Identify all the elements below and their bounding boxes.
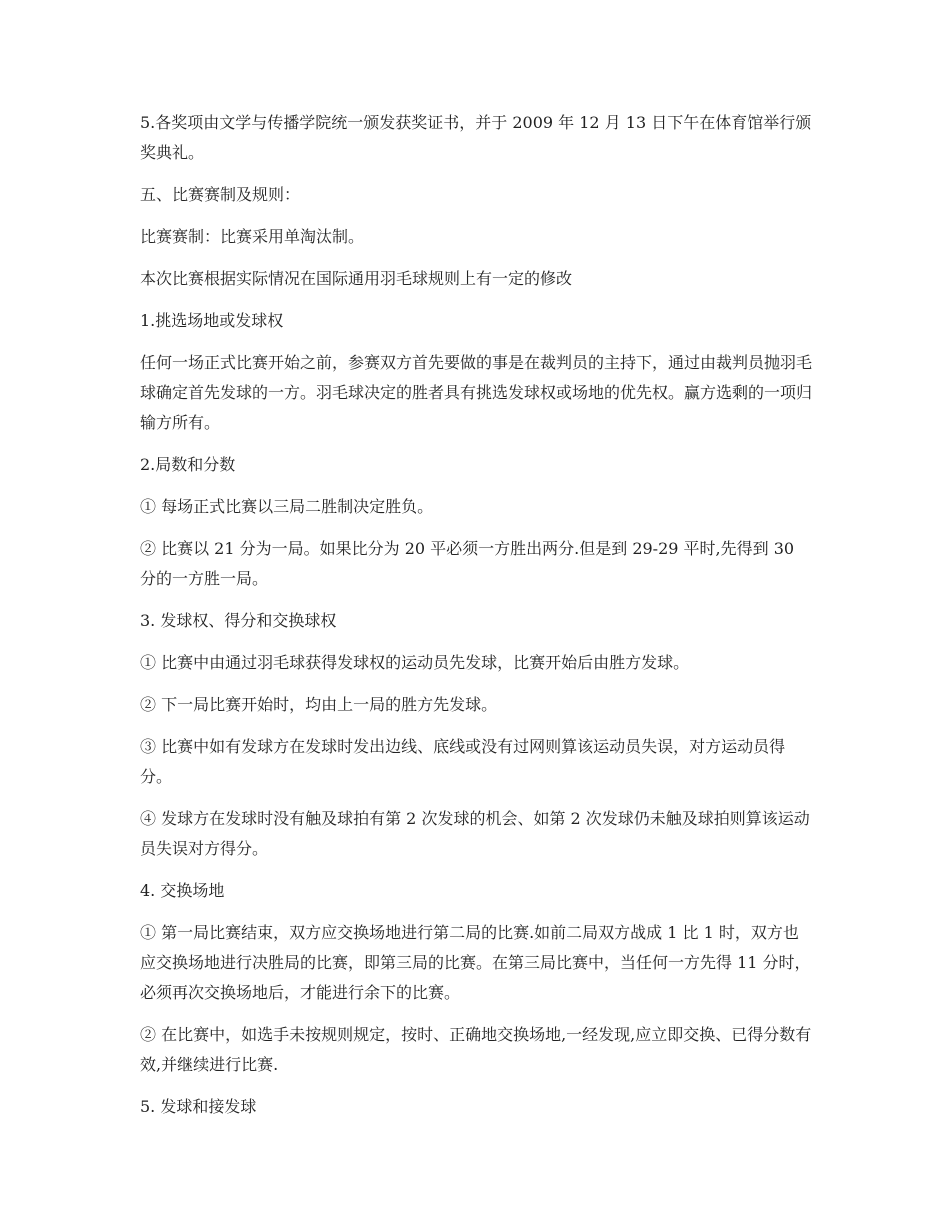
subheading-games-scoring: 2.局数和分数: [140, 455, 236, 474]
document-body: [140, 108, 812, 1134]
section-heading-rules: 五、比赛赛制及规则：: [140, 185, 301, 204]
paragraph-rule-modification: 本次比赛根据实际情况在国际通用羽毛球规则上有一定的修改: [140, 269, 573, 288]
list-item-first-serve: ① 比赛中由通过羽毛球获得发球权的运动员先发球，比赛开始后由胜方发球。: [140, 653, 690, 672]
list-item-next-game-serve: ② 下一局比赛开始时，均由上一局的胜方先发球。: [140, 695, 498, 714]
subheading-court-serve-choice: 1.挑选场地或发球权: [140, 311, 284, 330]
subheading-change-ends: 4. 交换场地: [140, 881, 225, 900]
subheading-serve-receive: 5. 发球和接发球: [140, 1097, 257, 1116]
paragraph-coin-toss: 任何一场正式比赛开始之前，参赛双方首先要做的事是在裁判员的主持下，通过由裁判员抛羽毛球确定首先发球的一方。羽毛球决定的胜者具有挑选发球权或场地的优先权。赢方选剩的一项归输方所有。: [140, 353, 813, 432]
subheading-serve-rights: 3. 发球权、得分和交换球权: [140, 611, 337, 630]
list-item-second-serve: ④ 发球方在发球时没有触及球拍有第 2 次发球的机会、如第 2 次发球仍未触及球拍则算该运动员失误对方得分。: [140, 809, 810, 858]
list-item-serve-fault: ③ 比赛中如有发球方在发球时发出边线、底线或没有过网则算该运动员失误，对方运动员得分。: [140, 737, 786, 786]
paragraph-award-ceremony: 5.各奖项由文学与传播学院统一颁发获奖证书，并于 2009 年 12 月 13 日下午在体育馆举行颁奖典礼。: [140, 113, 812, 162]
paragraph-format: 比赛赛制：比赛采用单淘汰制。: [140, 227, 365, 246]
list-item-missed-change: ② 在比赛中，如选手未按规则规定，按时、正确地交换场地,一经发现,应立即交换、已得分数有效,并继续进行比赛.: [140, 1025, 812, 1074]
list-item-best-of-three: ① 每场正式比赛以三局二胜制决定胜负。: [140, 497, 434, 516]
list-item-21-points: ② 比赛以 21 分为一局。如果比分为 20 平必须一方胜出两分.但是到 29-29 平时,先得到 30 分的一方胜一局。: [140, 539, 800, 588]
list-item-change-ends-rule: ① 第一局比赛结束，双方应交换场地进行第二局的比赛.如前二局双方战成 1 比 1 时，双方也应交换场地进行决胜局的比赛，即第三局的比赛。在第三局比赛中，当任何一方先得 11 分时，必须再次交换场地后，才能进行余下的比赛。: [140, 923, 811, 1002]
